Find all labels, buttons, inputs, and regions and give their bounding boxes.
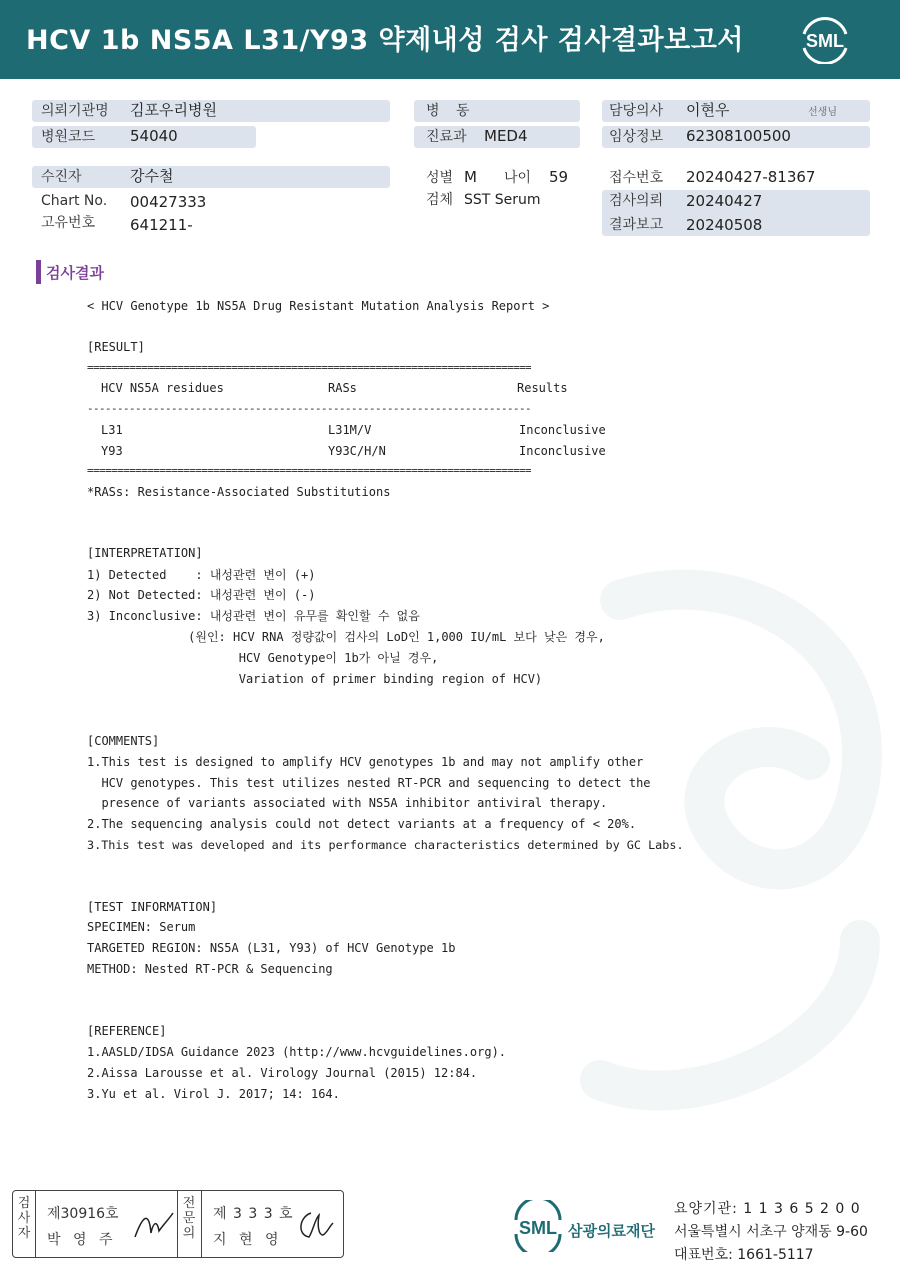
reference-line: 1.AASLD/IDSA Guidance 2023 (http://www.hcvguidelines.org).	[87, 1045, 507, 1059]
hospital-code-label: 병원코드	[41, 129, 96, 145]
chart-no-label: Chart No.	[41, 193, 108, 209]
sex-label: 성별	[426, 170, 454, 186]
sml-logo-icon	[796, 14, 854, 64]
comment-line: 1.This test is designed to amplify HCV genotypes 1b and may not amplify other	[87, 755, 644, 769]
clinical-value: 62308100500	[686, 127, 791, 145]
interpretation-line: 1) Detected : 내성관련 변이 (+)	[87, 568, 316, 582]
comment-line: 3.This test was developed and its performance characteristics determined by GC Labs.	[87, 838, 684, 852]
institution-label: 의뢰기관명	[41, 103, 109, 119]
test-info-heading: [TEST INFORMATION]	[87, 900, 218, 914]
report-date-value: 20240508	[686, 216, 763, 234]
table-cell-residue: L31	[101, 423, 123, 437]
org-name: 삼광의료재단	[568, 1222, 655, 1240]
request-date-label: 검사의뢰	[609, 193, 664, 209]
institution-value: 김포우리병원	[130, 101, 217, 119]
interpretation-line: 3) Inconclusive: 내성관련 변이 유무를 확인할 수 없음	[87, 609, 420, 623]
org-phone: 대표번호: 1661-5117	[674, 1247, 814, 1263]
interpretation-line: 2) Not Detected: 내성관련 변이 (-)	[87, 588, 316, 602]
specimen-label: 검체	[426, 192, 454, 208]
table-cell-result: Inconclusive	[519, 423, 606, 437]
report-heading: < HCV Genotype 1b NS5A Drug Resistant Mutation Analysis Report >	[87, 299, 550, 313]
doctor-suffix: 선생님	[808, 107, 837, 118]
test-info-line: TARGETED REGION: NS5A (L31, Y93) of HCV Genotype 1b	[87, 941, 456, 955]
table-header-residues: HCV NS5A residues	[101, 381, 224, 395]
header-logo-text: SML	[806, 31, 844, 51]
specimen-value: SST Serum	[464, 192, 541, 208]
table-cell-ras: Y93C/H/N	[328, 444, 386, 458]
reference-heading: [REFERENCE]	[87, 1024, 167, 1038]
interpretation-heading: [INTERPRETATION]	[87, 546, 203, 560]
interpretation-line: Variation of primer binding region of HCV)	[87, 672, 543, 686]
reference-line: 2.Aissa Larousse et al. Virology Journal (2015) 12:84.	[87, 1066, 478, 1080]
age-value: 59	[549, 168, 569, 186]
dept-label: 진료과	[426, 129, 467, 145]
report-date-label: 결과보고	[609, 217, 664, 233]
specialist-license: 제 3 3 3 호	[213, 1206, 294, 1222]
reference-line: 3.Yu et al. Virol J. 2017; 14: 164.	[87, 1087, 340, 1101]
table-header-results: Results	[517, 381, 568, 395]
section-marker	[36, 260, 41, 284]
test-info-line: METHOD: Nested RT-PCR & Sequencing	[87, 962, 333, 976]
receipt-value: 20240427-81367	[686, 168, 816, 186]
table-bottom-rule: ==========================================================================	[87, 464, 532, 477]
examiner-license: 제30916호	[47, 1206, 119, 1222]
request-date-value: 20240427	[686, 192, 763, 210]
examiner-signature-icon	[131, 1205, 175, 1245]
unique-no-value: 641211-	[130, 216, 193, 234]
doctor-value: 이현우	[686, 101, 730, 119]
ras-footnote: *RASs: Resistance-Associated Substitutions	[87, 485, 391, 499]
signature-divider	[35, 1191, 36, 1257]
clinical-label: 임상정보	[609, 129, 664, 145]
signature-divider	[201, 1191, 202, 1257]
comment-line: presence of variants associated with NS5A inhibitor antiviral therapy.	[87, 796, 608, 810]
signature-box	[12, 1190, 344, 1258]
sml-footer-logo-icon	[510, 1200, 566, 1252]
age-label: 나이	[504, 170, 532, 186]
comment-line: HCV genotypes. This test utilizes nested RT-PCR and sequencing to detect the	[87, 776, 651, 790]
hospital-code-value: 54040	[130, 127, 178, 145]
table-header-ras: RASs	[328, 381, 357, 395]
specialist-signature-icon	[293, 1205, 337, 1245]
result-label: [RESULT]	[87, 340, 145, 354]
patient-label: 수진자	[41, 169, 82, 185]
table-cell-residue: Y93	[101, 444, 123, 458]
patient-value: 강수철	[130, 167, 174, 185]
care-institution-number: 요양기관: 1 1 3 6 5 2 0 0	[674, 1201, 861, 1217]
chart-no-value: 00427333	[130, 193, 207, 211]
examiner-label: 검 사 자	[17, 1196, 31, 1241]
interpretation-line: HCV Genotype이 1b가 아닐 경우,	[87, 651, 439, 665]
sex-value: M	[464, 168, 477, 186]
receipt-label: 접수번호	[609, 170, 664, 186]
dept-value: MED4	[484, 127, 528, 145]
unique-no-label: 고유번호	[41, 215, 96, 231]
comment-line: 2.The sequencing analysis could not detect variants at a frequency of < 20%.	[87, 817, 637, 831]
doctor-label: 담당의사	[609, 103, 664, 119]
specialist-name: 지 현 영	[213, 1232, 283, 1248]
table-cell-result: Inconclusive	[519, 444, 606, 458]
table-mid-rule: --------------------------------------------------------------------------	[87, 402, 532, 415]
table-cell-ras: L31M/V	[328, 423, 372, 437]
org-address: 서울특별시 서초구 양재동 9-60	[674, 1224, 868, 1240]
footer-logo-text: SML	[519, 1218, 557, 1238]
ward-label: 병 동	[426, 103, 476, 119]
report-header	[0, 0, 900, 79]
interpretation-line: (원인: HCV RNA 정량값이 검사의 LoD인 1,000 IU/mL 보다 낮은 경우,	[87, 630, 605, 644]
specialist-label: 전 문 의	[182, 1196, 196, 1241]
examiner-name: 박 영 주	[47, 1232, 117, 1248]
report-title: HCV 1b NS5A L31/Y93 약제내성 검사 검사결과보고서	[26, 25, 744, 56]
section-title: 검사결과	[46, 264, 104, 282]
test-info-line: SPECIMEN: Serum	[87, 920, 196, 934]
patient-row-bg	[32, 166, 390, 188]
comments-heading: [COMMENTS]	[87, 734, 160, 748]
table-top-rule: ==========================================================================	[87, 361, 532, 374]
